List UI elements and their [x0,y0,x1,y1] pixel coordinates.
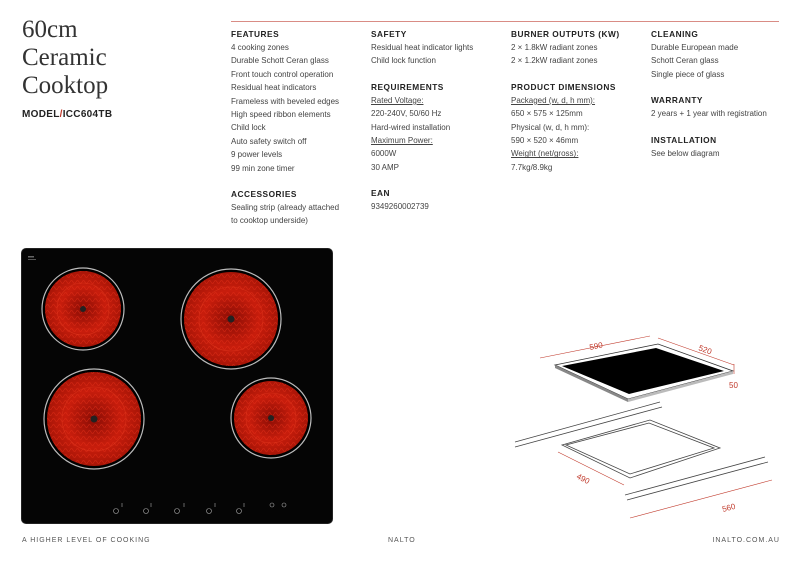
column-cleaning [651,28,767,173]
rated-voltage-label: Rated Voltage: [371,95,424,105]
feature-item: Child lock [231,123,266,133]
title-line-2: Ceramic [22,44,107,71]
installation-value: See below diagram [651,148,720,158]
dimensions-section [511,81,620,174]
burner-heading: BURNER OUTPUTS (KW) [511,29,620,39]
requirements-section [371,81,473,174]
installation-heading: INSTALLATION [651,134,717,145]
brand-mark [28,259,36,260]
cleaning-item: Single piece of glass [651,69,725,79]
installation-type: Hard-wired installation [371,122,451,132]
feature-item: Residual heat indicators [231,83,317,93]
feature-item: 9 power levels [231,150,283,160]
packaged-label: Packaged (w, d, h mm): [511,95,596,105]
warranty-heading: WARRANTY [651,95,703,106]
feature-item: High speed ribbon elements [231,110,331,120]
column-burner [511,28,620,187]
safety-item: Child lock function [371,56,436,66]
physical-value: 590 × 520 × 46mm [511,136,579,146]
zone-bottom-left [44,369,144,469]
packaged-value: 650 × 575 × 125mm [511,109,583,119]
product-title [22,16,108,100]
safety-heading: SAFETY [371,29,407,39]
burner-section [511,28,620,68]
accessories-section [231,188,339,228]
feature-item: Durable Schott Ceran glass [231,56,329,66]
features-section [231,28,339,175]
zone-top-left [42,268,124,350]
ean-value: 9349260002739 [371,202,429,212]
bench-outline [515,402,768,500]
safety-item: Residual heat indicator lights [371,43,474,52]
weight-value: 7.7kg/8.9kg [511,162,553,172]
ean-section [371,187,473,213]
physical-label: Physical (w, d, h mm): [511,122,590,132]
feature-item: Front touch control operation [231,69,334,79]
dim-height-label: 50 [729,381,738,390]
ean-heading: EAN [371,188,391,199]
brand-mark [28,256,34,258]
dimension-lines-bottom [558,452,772,518]
cleaning-item: Schott Ceran glass [651,56,719,66]
features-heading: FEATURES [231,29,280,39]
feature-item: 4 cooking zones [231,43,289,52]
footer-url[interactable]: INALTO.COM.AU [712,537,780,544]
zone-top-right [181,269,281,369]
installation-section [651,134,767,160]
title-line-1: 60cm [22,16,78,43]
header-rule [231,21,779,22]
dim-width-label: 590 [588,340,604,352]
amp-value: 30 AMP [371,162,400,172]
accessory-item: Sealing strip (already attached [231,203,340,213]
accessory-item: to cooktop underside) [231,216,308,226]
footer-tagline: A HIGHER LEVEL OF COOKING [22,537,151,544]
safety-section [371,28,473,68]
accessories-heading: ACCESSORIES [231,189,297,200]
model-code: ICC604TB [62,109,113,120]
weight-label: Weight (net/gross): [511,149,579,159]
feature-item: Auto safety switch off [231,136,307,146]
max-power-value: 6000W [371,149,397,159]
dim-cut-width-label: 560 [721,501,737,514]
cleaning-section [651,28,767,81]
warranty-section [651,94,767,120]
zone-bottom-right [231,378,311,458]
cleaning-item: Durable European made [651,43,739,52]
burner-item: 2 × 1.2kW radiant zones [511,56,598,66]
cooktop-surface [22,249,332,523]
model-number [22,109,112,120]
dimensions-heading: PRODUCT DIMENSIONS [511,81,616,92]
requirements-heading: REQUIREMENTS [371,81,444,92]
touch-controls [114,503,287,514]
max-power-label: Maximum Power: [371,136,433,146]
footer-brand: NALTO [388,537,416,544]
warranty-value: 2 years + 1 year with registration [651,109,767,119]
column-safety [371,28,473,227]
feature-item: 99 min zone timer [231,163,295,173]
burner-item: 2 × 1.8kW radiant zones [511,43,598,52]
model-label: MODEL [22,109,60,120]
cooktop-image [22,249,332,523]
cleaning-heading: CLEANING [651,29,699,39]
dim-cut-depth-label: 490 [575,471,592,487]
column-features [231,28,339,241]
title-line-3: Cooktop [22,72,109,99]
dim-depth-label: 520 [697,343,713,357]
feature-item: Frameless with beveled edges [231,96,340,106]
rated-voltage-value: 220-240V, 50/60 Hz [371,109,442,119]
installation-diagram [510,330,780,525]
model-slash: / [59,109,63,120]
